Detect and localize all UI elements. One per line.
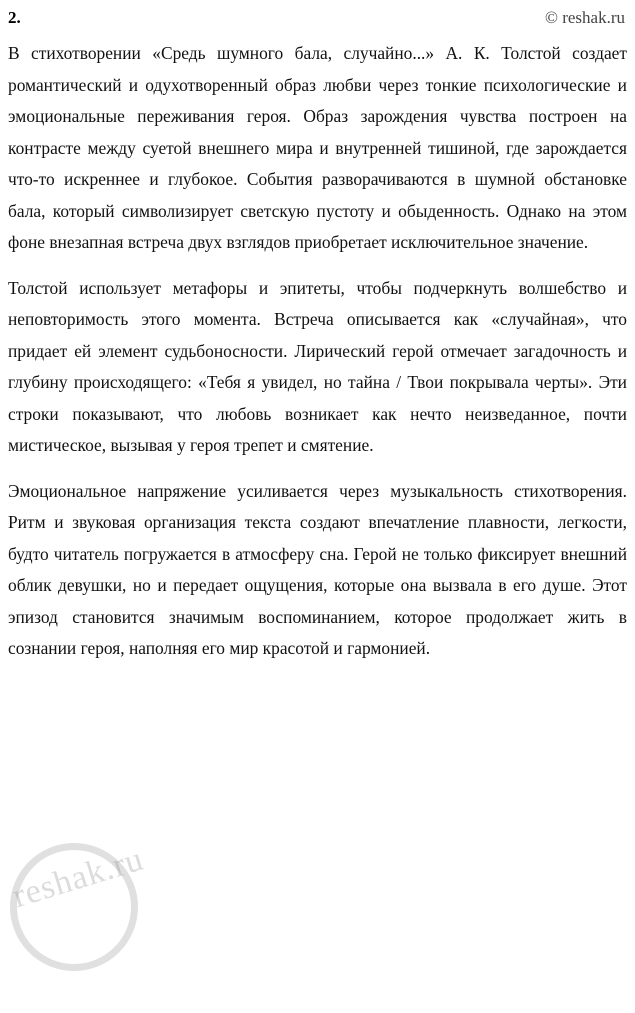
paragraph: Эмоциональное напряжение усиливается через музыкальность стихотворения. Ритм и звуковая организация текста создают впечатление плавности, легкости, будто читатель погружается в атмосферу сна. Герой не только фиксирует внешний облик девушки, но и передает ощущения, которые она вызвала в его душе. Этот эпизод становится значимым воспоминанием, которое продолжает жить в сознании героя, наполняя его мир красотой и гармонией. [8, 480, 627, 658]
watermark-text: reshak.ru [8, 840, 148, 916]
watermark [8, 827, 218, 977]
paragraph: Толстой использует метафоры и эпитеты, чтобы подчеркнуть волшебство и неповторимость этого момента. Встреча описывается как «случайная», что придает ей элемент судьбоносности. Лирический герой отмечает загадочность и глубину происходящего: «Тебя я увидел, но тайна / Твои покрывала черты». Эти строки показывают, что любовь возникает как нечто неизведанное, почти мистическое, вызывая у героя трепет и смятение. [8, 277, 627, 455]
watermark-circle [10, 843, 138, 971]
page-header [6, 8, 629, 34]
paragraph: В стихотворении «Средь шумного бала, случайно...» А. К. Толстой создает романтический и одухотворенный образ любви через тонкие психологические и эмоциональные переживания героя. Образ зарождения чувства построен на контрасте между суетой внешнего мира и внутренней тишиной, где зарождается что-то искреннее и глубокое. События разворачиваются в шумной обстановке бала, который символизирует светскую пустоту и обыденность. Однако на этом фоне внезапная встреча двух взглядов приобретает исключительное значение. [8, 43, 627, 252]
answer-body [6, 34, 629, 665]
task-number: 2. [8, 8, 21, 27]
copyright-notice: © reshak.ru [545, 8, 625, 27]
